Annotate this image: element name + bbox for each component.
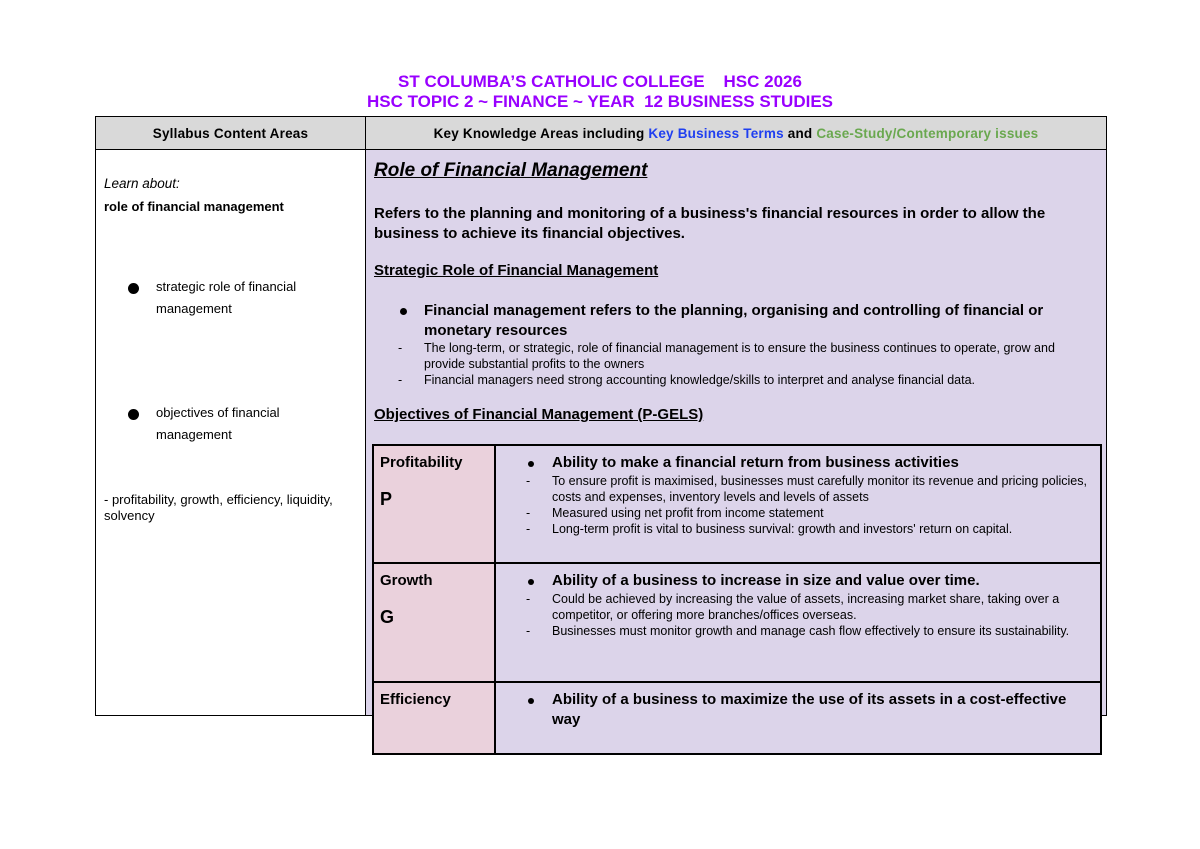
- objective-bullet: [524, 453, 1094, 473]
- objective-bullet-text: Ability to make a financial return from business activities: [552, 454, 959, 471]
- syllabus-bullet-objectives: [130, 402, 310, 446]
- strategic-role-heading: Strategic Role of Financial Management: [374, 262, 659, 279]
- strategic-bullet: [400, 301, 1080, 341]
- dash-item: - Could be achieved by increasing the value of assets, increasing market share, taking over a competitor, or offering more branches/offices overseas.: [526, 592, 1060, 622]
- bullet-dot-icon: [400, 308, 407, 315]
- objectives-table: [372, 444, 1102, 755]
- objective-row-profitability: [373, 445, 1101, 563]
- objective-name: Growth: [380, 572, 433, 589]
- objective-bullet: [524, 571, 1094, 591]
- dash-item: - Financial managers need strong accounting knowledge/skills to interpret and analyse financial data.: [398, 373, 976, 387]
- document-title: [0, 72, 1200, 112]
- strategic-bullet-text: Financial management refers to the planning, organising and controlling of financial or monetary resources: [424, 302, 1044, 339]
- bullet-dot-icon: [528, 461, 534, 467]
- dash-item-text: Long-term profit is vital to business survival: growth and investors' return on capital.: [552, 522, 1013, 536]
- objective-label-cell: [373, 563, 495, 682]
- objective-label-cell: [373, 445, 495, 563]
- key-knowledge-cell: [366, 150, 1107, 728]
- objective-label-cell: [373, 682, 495, 754]
- dash-item-text: Financial managers need strong accounting knowledge/skills to interpret and analyse financial data.: [424, 373, 976, 387]
- definition-text: Refers to the planning and monitoring of a business's financial resources in order to allow the business to achieve its financial objectives.: [374, 205, 1046, 242]
- dash-item-text: To ensure profit is maximised, businesses must carefully monitor its revenue and pricing policies, costs and expenses, inventory levels and levels of assets: [552, 474, 1087, 504]
- dash-item-text: Measured using net profit from income statement: [552, 506, 824, 520]
- bullet-dot-icon: [128, 283, 139, 294]
- header-key-knowledge-prefix: Key Knowledge Areas including: [433, 125, 649, 141]
- learn-about-label: Learn about:: [104, 176, 180, 191]
- header-key-knowledge: [366, 117, 1107, 150]
- objective-name: Profitability: [380, 454, 463, 471]
- syllabus-content-cell: [96, 150, 366, 716]
- objective-bullet: [524, 690, 1094, 730]
- objective-content-cell: [495, 445, 1101, 563]
- syllabus-bullet-text: strategic role of financial management: [156, 279, 297, 316]
- objective-content-cell: [495, 563, 1101, 682]
- dash-item: - To ensure profit is maximised, businesses must carefully monitor its revenue and pricing policies, costs and expenses, inventory levels and levels of assets: [526, 474, 1087, 504]
- title-line-college: ST COLUMBA’S CATHOLIC COLLEGE HSC 2026: [398, 72, 802, 91]
- dash-item: - Long-term profit is vital to business survival: growth and investors' return on capital.: [526, 522, 1013, 536]
- objective-content-cell: [495, 682, 1101, 754]
- title-line-topic: HSC TOPIC 2 ~ FINANCE ~ YEAR 12 BUSINESS STUDIES: [366, 92, 834, 111]
- header-case-study: Case-Study/Contemporary issues: [816, 125, 1039, 141]
- header-key-business-terms: Key Business Terms: [648, 125, 784, 141]
- dash-item-text: Businesses must monitor growth and manage cash flow effectively to ensure its sustainability.: [552, 624, 1070, 638]
- header-and: and: [783, 125, 817, 141]
- objective-bullet-text: Ability of a business to increase in size and value over time.: [552, 572, 980, 589]
- strategic-dash-list: [398, 340, 1098, 388]
- objective-row-growth: [373, 563, 1101, 682]
- objective-bullet-text: Ability of a business to maximize the use of its assets in a cost-effective way: [552, 691, 1067, 728]
- objective-name: Efficiency: [380, 691, 451, 708]
- dash-item: - Measured using net profit from income statement: [526, 506, 824, 520]
- syllabus-bullet-text: objectives of financial management: [156, 405, 280, 442]
- objectives-note: - profitability, growth, efficiency, liquidity, solvency: [104, 492, 333, 523]
- section-title: Role of Financial Management: [374, 160, 648, 181]
- bullet-dot-icon: [528, 579, 534, 585]
- objective-letter: P: [380, 489, 393, 509]
- dash-item: - Businesses must monitor growth and manage cash flow effectively to ensure its sustainability.: [526, 624, 1070, 638]
- syllabus-table: [95, 116, 1107, 728]
- bullet-dot-icon: [528, 698, 534, 704]
- dash-item-text: The long-term, or strategic, role of financial management is to ensure the business continues to operate, grow and provide substantial profits to the owners: [424, 341, 1055, 371]
- objective-letter: G: [380, 607, 395, 627]
- syllabus-bullet-strategic: [130, 276, 310, 320]
- objectives-heading: Objectives of Financial Management (P-GELS): [374, 406, 704, 423]
- bullet-dot-icon: [128, 409, 139, 420]
- header-syllabus-content: Syllabus Content Areas: [96, 117, 366, 150]
- objective-row-efficiency: [373, 682, 1101, 754]
- dash-item: - The long-term, or strategic, role of financial management is to ensure the business continues to operate, grow and provide substantial profits to the owners: [398, 341, 1055, 371]
- topic-label: role of financial management: [104, 199, 284, 214]
- dash-item-text: Could be achieved by increasing the value of assets, increasing market share, taking over a competitor, or offering more branches/offices overseas.: [552, 592, 1060, 622]
